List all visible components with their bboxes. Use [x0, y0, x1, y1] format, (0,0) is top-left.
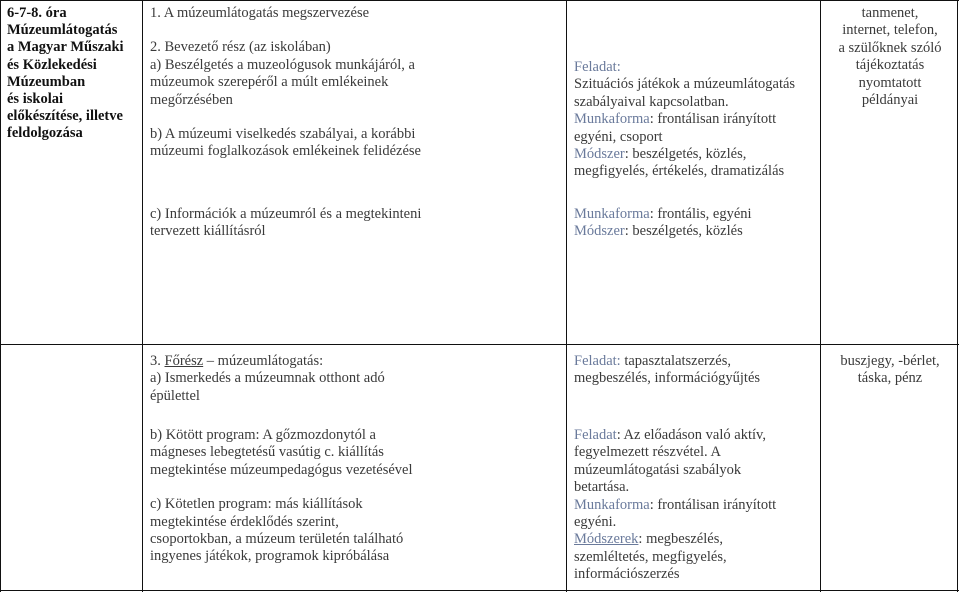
task-text: betartása. [574, 479, 630, 496]
tool-item: buszjegy, -bérlet, [840, 353, 940, 369]
tool-item: példányai [861, 92, 919, 109]
content-line: épülettel [150, 387, 200, 404]
task-label: Feladat: [574, 59, 621, 75]
content-line: mágneses lebegtetésű vasútig c. kiállítás [150, 444, 384, 461]
work-form-cont: egyéni, csoport [574, 128, 663, 145]
content-line: csoportokban, a múzeum területén található [150, 531, 404, 548]
column-divider-3 [820, 0, 821, 592]
tool-item: tanmenet, [861, 5, 919, 21]
content-line: c) Információk a múzeumról és a megtekinteni [150, 206, 422, 222]
task-text: Szituációs játékok a múzeumlátogatás [574, 76, 796, 93]
task-text: múzeumlátogatási szabályok [574, 461, 742, 478]
content-line: b) A múzeumi viselkedés szabályai, a korábbi [150, 126, 416, 143]
lesson-title-line: és iskolai [7, 91, 63, 108]
work-form: Munkaforma: frontálisan irányított [574, 111, 777, 128]
tool-item: táska, pénz [857, 370, 923, 387]
method: Módszer: beszélgetés, közlés, [574, 146, 747, 163]
section-2-heading: 2. Bevezető rész (az iskolában) [150, 39, 331, 56]
table-border-right [957, 0, 958, 592]
lesson-title [7, 5, 124, 143]
content-line: múzeumok szerepéről a múlt emlékeinek [150, 74, 389, 91]
content-line: a) Beszélgetés a muzeológusok munkájáról, a [150, 56, 415, 73]
method-cont: megfigyelés, értékelés, dramatizálás [574, 163, 785, 180]
tool-item: nyomtatott [858, 74, 922, 91]
content-line: ingyenes játékok, programok kipróbálása [150, 548, 390, 565]
table-border-top [0, 0, 959, 1]
lesson-title-line: feldolgozása [7, 125, 83, 142]
method-block-4 [574, 427, 776, 584]
method-block-3 [574, 353, 760, 388]
tool-item: internet, telefon, [842, 22, 938, 39]
task-label: Feladat: Az előadáson való aktív, [574, 427, 766, 443]
method: Módszer: beszélgetés, közlés [574, 223, 743, 240]
row-divider [0, 344, 959, 345]
content-line: b) Kötött program: A gőzmozdonytól a [150, 427, 376, 443]
content-line: a) Ismerkedés a múzeumnak otthont adó [150, 370, 385, 387]
task-label: Feladat: tapasztalatszerzés, [574, 353, 732, 369]
methods-cont: szemléltetés, megfigyelés, [574, 548, 727, 565]
content-section-2c [150, 206, 421, 241]
section-1-heading: 1. A múzeumlátogatás megszervezése [150, 5, 370, 21]
content-line: múzeumi foglalkozások emlékeinek felidézése [150, 143, 421, 160]
content-line: c) Kötetlen program: más kiállítások [150, 496, 363, 513]
methods: Módszerek: megbeszélés, [574, 531, 723, 548]
lesson-title-line: Múzeumlátogatás [7, 22, 118, 39]
content-section-3 [150, 353, 385, 405]
lesson-title-line: 6-7-8. óra [7, 5, 67, 21]
section-3-heading: 3. Főrész – múzeumlátogatás: [150, 353, 324, 369]
task-text: megbeszélés, információgyűjtés [574, 370, 761, 387]
work-form: Munkaforma: frontálisan irányított [574, 496, 777, 513]
task-text: szabályaival kapcsolatban. [574, 93, 729, 110]
method-block-2 [574, 206, 752, 241]
lesson-title-line: a Magyar Műszaki [7, 39, 124, 56]
method-block-1 [574, 59, 795, 181]
column-divider-2 [566, 0, 567, 592]
column-divider-1 [142, 0, 143, 592]
tool-item: a szülőknek szóló [838, 39, 942, 56]
tools-block-1 [828, 5, 952, 109]
content-line: megtekintése múzeumpedagógus vezetésével [150, 461, 413, 478]
content-line: megőrzésében [150, 91, 233, 108]
tool-item: tájékoztatás [855, 57, 925, 74]
task-text: fegyelmezett részvétel. A [574, 444, 721, 461]
content-section-1-2 [150, 5, 421, 161]
content-section-3bc [150, 427, 413, 566]
lesson-title-line: előkészítése, illetve [7, 108, 123, 125]
lesson-title-line: Múzeumban [7, 73, 86, 90]
lesson-title-line: és Közlekedési [7, 56, 97, 73]
content-line: megtekintése érdeklődés szerint, [150, 513, 339, 530]
table-border-bottom [0, 590, 959, 591]
tools-block-2 [828, 353, 952, 388]
content-line: tervezett kiállításról [150, 223, 266, 240]
work-form: Munkaforma: frontális, egyéni [574, 206, 752, 222]
methods-cont: információszerzés [574, 566, 680, 583]
work-form-cont: egyéni. [574, 514, 617, 531]
table-border-left [0, 0, 1, 592]
